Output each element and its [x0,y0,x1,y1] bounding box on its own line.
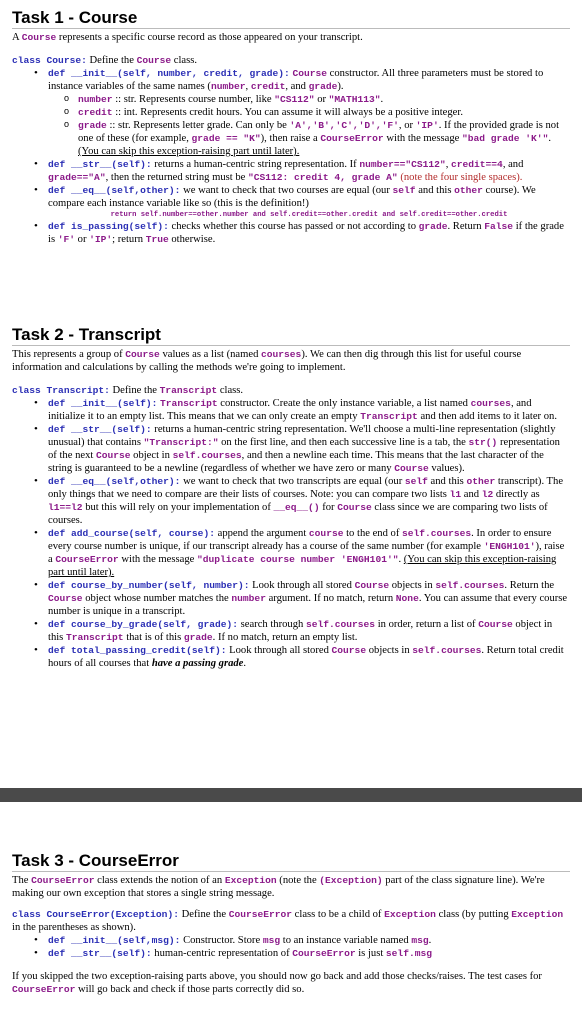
task1-section [0,8,582,246]
task3-intro: The CourseError class extends the notion of an Exception (note the (Exception) part of the class signature line). We're making our own exception that stores a single string message. [12,875,545,899]
task2-section [0,325,582,670]
task1-method-list [12,67,570,246]
task2-class-line: class Transcript: Define the Transcript class. [12,385,244,396]
task2-add-course-item: • def add_course(self, course): append the argument course to the end of self.courses. In order to ensure every course number is unique, if our transcript already has a course of the same number (for example 'ENGH101'), raise a CourseError with the message "duplicate course number 'ENGH101'". (You can skip this exception-raising part until later). [48,527,570,579]
task2-total-credit-item: • def total_passing_credit(self): Look through all stored Course objects in self.courses. Return total credit hours of all courses that have a passing grade. [48,644,570,670]
task3-str-item: • def __str__(self): human-centric representation of CourseError is just self.msg [48,947,570,960]
task1-rule [12,28,570,29]
task1-spaces-note: (note the four single spaces). [400,172,523,183]
task1-class-line: class Course: Define the Course class. [12,55,197,66]
task2-eq-item: • def __eq__(self,other): we want to check that two transcripts are equal (our self and this other transcript). The only things that we need to compare are their lists of courses. Note: you can compare two lists l1 and l2 directly as l1==l2 but this will rely on your implementation of __eq__() for Course class since we are comparing two lists of courses. [48,475,570,527]
task3-title: Task 3 - CourseError [12,851,179,870]
task3-method-list [12,934,570,960]
task1-skip-note: (You can skip this exception-raising part until later). [78,146,300,157]
task3-outro: If you skipped the two exception-raising parts above, you should now go back and add those checks/raises. The test cases for CourseError will go back and check if those parts correctly did so. [12,971,542,995]
task2-by-grade-item: • def course_by_grade(self, grade): search through self.courses in order, return a list of Course object in this Transcript that is of this grade. If no match, return an empty list. [48,618,570,644]
task3-init-item: • def __init__(self,msg): Constructor. Store msg to an instance variable named msg. [48,934,570,947]
task1-passing-item: • def is_passing(self): checks whether this course has passed or not according to grade. Return False if the grade is 'F' or 'IP'; return True otherwise. [48,220,570,246]
task1-intro: A Course represents a specific course record as those appeared on your transcript. [12,32,363,43]
page-break-divider [0,788,582,802]
task2-passing-emphasis: have a passing grade [151,658,244,669]
task1-param-grade: o grade :: str. Represents letter grade. Can only be 'A','B','C','D','F', or 'IP'. If the provided grade is not one of these (for example, grade == "K"), then raise a CourseError with the message "bad grade 'K'". (You can skip this exception-raising part until later). [78,119,570,158]
task1-str-item: • def __str__(self): returns a human-centric string representation. If number=="CS112", credit==4, and grade=="A", then the returned string must be "CS112: credit 4, grade A" (note the four single spaces). [48,158,570,184]
task2-title: Task 2 - Transcript [12,325,161,344]
task2-skip-note: (You can skip this exception-raising part until later). [48,554,557,578]
task1-param-number: o number :: str. Represents course number, like "CS112" or "MATH113". [78,93,570,106]
task1-param-credit: o credit :: int. Represents credit hours. You can assume it will always be a positive integer. [78,106,570,119]
task1-title: Task 1 - Course [12,8,138,27]
task1-param-list [48,93,570,158]
task2-rule [12,345,570,346]
task3-section [0,851,582,996]
task1-init-item: • def __init__(self, number, credit, grade): Course constructor. All three parameters must be stored to instance variables of the same names (number, credit, and grade). o number :: str. Represents course number, like "CS112" or "MATH113". o credit :: int. Represents credit hours. You can assume it will always be a positive integer. o grade :: str. Represents letter grade. Can only be 'A','B','C','D','F', or 'IP'. If the provided grade is not one of these (for example, grade == "K"), then raise a CourseError with the message "bad grade 'K'". (You can skip this exception-raising part until later). [48,67,570,158]
task1-eq-code-line: return self.number==other.number and self.credit==other.credit and self.credit==other.credit [110,211,508,219]
task2-method-list [12,397,570,670]
task2-by-number-item: • def course_by_number(self, number): Look through all stored Course objects in self.courses. Return the Course object whose number matches the number argument. If no match, return None. You can assume that every course number is unique in a transcript. [48,579,570,618]
task2-str-item: • def __str__(self): returns a human-centric string representation. We'll choose a multi-line representation (slightly unusual) that contains "Transcript:" on the first line, and then each successive line is a tab, the str() representation of the next Course object in self.courses, and then a newline each time. This means that the last character of the string is guaranteed to be a newline (regardless of whether we have zero or many Course values). [48,423,570,475]
task1-eq-item: • def __eq__(self,other): we want to check that two courses are equal (our self and this other course). We compare each instance variable like so (this is the definition!) return self.number==other.number and self.credit==other.credit and self.credit==other.credit [48,184,570,220]
task3-rule [12,871,570,872]
task3-class-line: class CourseError(Exception): Define the CourseError class to be a child of Exception class (by putting Exception in the parentheses as shown). [12,909,564,933]
task2-init-item: • def __init__(self): Transcript constructor. Create the only instance variable, a list named courses, and initialize it to an empty list. This means that we can only create an empty Transcript and then add items to it later on. [48,397,570,423]
task2-intro: This represents a group of Course values as a list (named courses). We can then dig through this list for useful course information and calculations by calling the methods we're going to implement. [12,349,522,373]
